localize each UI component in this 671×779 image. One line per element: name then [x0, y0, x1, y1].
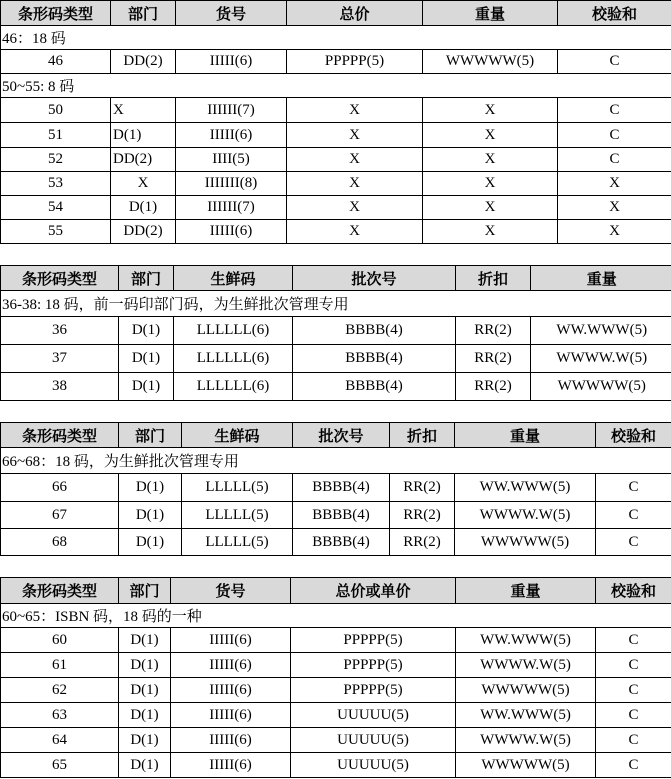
- barcode-table-66-68: [0, 422, 671, 556]
- column-header: 条形码类型: [1, 266, 119, 291]
- table-row: [1, 753, 671, 778]
- table-cell: IIIIIII(8): [176, 172, 287, 196]
- table-cell: X: [423, 123, 558, 148]
- barcode-table-46-50-55: [0, 0, 671, 244]
- table-cell: IIIII(6): [171, 728, 291, 753]
- table-cell: X: [558, 220, 671, 244]
- table-cell: C: [558, 123, 671, 148]
- table-cell: LLLLLL(6): [174, 345, 293, 373]
- table-row: [1, 196, 671, 220]
- table-cell: LLLLL(5): [182, 502, 293, 529]
- table-cell: X: [111, 98, 176, 123]
- column-header: 生鲜码: [182, 423, 293, 448]
- header-row: [1, 423, 671, 448]
- table-cell: RR(2): [390, 474, 455, 502]
- table-cell: IIIII(6): [171, 703, 291, 728]
- column-header: 重量: [456, 578, 596, 604]
- table-row: [1, 529, 671, 556]
- table-cell: C: [558, 148, 671, 172]
- table-cell: D(1): [119, 703, 171, 728]
- section-title: 66~68：18 码，为生鲜批次管理专用: [1, 448, 671, 474]
- column-header: 货号: [176, 1, 287, 26]
- table-cell: D(1): [119, 678, 171, 703]
- table-cell: IIIII(6): [171, 753, 291, 778]
- section-row: [1, 26, 671, 50]
- table-row: [1, 123, 671, 148]
- table-cell: X: [423, 220, 558, 244]
- table-cell: C: [596, 678, 671, 703]
- table-cell: X: [111, 172, 176, 196]
- barcode-table-60-65: [0, 577, 671, 778]
- table-cell: D(1): [119, 753, 171, 778]
- table-cell: WWWWW(5): [531, 373, 671, 401]
- table-cell: X: [558, 196, 671, 220]
- table-cell: C: [596, 474, 671, 502]
- table-cell: X: [423, 148, 558, 172]
- table-cell: LLLLL(5): [182, 529, 293, 556]
- column-header: 折扣: [390, 423, 455, 448]
- table-cell: WW.WWW(5): [456, 703, 596, 728]
- column-header: 校验和: [558, 1, 671, 26]
- table-cell: BBBB(4): [293, 373, 456, 401]
- table-cell: X: [287, 196, 423, 220]
- header-row: [1, 266, 671, 291]
- table-cell: BBBB(4): [293, 345, 456, 373]
- table-cell: D(1): [111, 123, 176, 148]
- section-row: [1, 604, 671, 628]
- table-cell: IIIII(6): [171, 653, 291, 678]
- column-header: 货号: [171, 578, 291, 604]
- table-cell: 61: [1, 653, 119, 678]
- table-cell: X: [287, 98, 423, 123]
- table-cell: BBBB(4): [293, 502, 390, 529]
- table-cell: C: [596, 753, 671, 778]
- table-row: [1, 628, 671, 653]
- table-row: [1, 148, 671, 172]
- column-header: 条形码类型: [1, 578, 119, 604]
- table-cell: 50: [1, 98, 111, 123]
- table-cell: IIIII(6): [176, 123, 287, 148]
- column-header: 条形码类型: [1, 1, 111, 26]
- table-row: [1, 172, 671, 196]
- table-cell: IIIII(6): [171, 678, 291, 703]
- table-cell: 55: [1, 220, 111, 244]
- table-cell: D(1): [119, 317, 174, 345]
- table-cell: 67: [1, 502, 119, 529]
- table-cell: C: [558, 98, 671, 123]
- table-cell: 53: [1, 172, 111, 196]
- table-cell: WWWW.W(5): [531, 345, 671, 373]
- table-cell: X: [287, 123, 423, 148]
- table-cell: DD(2): [111, 220, 176, 244]
- column-header: 重量: [423, 1, 558, 26]
- table-cell: C: [596, 703, 671, 728]
- table-cell: C: [596, 628, 671, 653]
- table-cell: BBBB(4): [293, 529, 390, 556]
- column-header: 总价: [287, 1, 423, 26]
- table-cell: D(1): [119, 502, 182, 529]
- table-row: [1, 373, 671, 401]
- barcode-table-36-38: [0, 265, 671, 401]
- table-cell: X: [423, 98, 558, 123]
- column-header: 折扣: [456, 266, 531, 291]
- section-row: [1, 448, 671, 474]
- section-title: 60~65：ISBN 码，18 码的一种: [1, 604, 671, 628]
- table-cell: IIIII(6): [171, 628, 291, 653]
- table-row: [1, 502, 671, 529]
- table-row: [1, 474, 671, 502]
- section-row: [1, 291, 671, 317]
- column-header: 部门: [111, 1, 176, 26]
- table-cell: PPPPP(5): [291, 653, 456, 678]
- table-cell: WWWW.W(5): [455, 502, 596, 529]
- table-cell: X: [287, 148, 423, 172]
- table-cell: DD(2): [111, 50, 176, 74]
- table-cell: X: [287, 172, 423, 196]
- table-cell: WWWW.W(5): [456, 653, 596, 678]
- table-cell: D(1): [119, 345, 174, 373]
- table-cell: 60: [1, 628, 119, 653]
- table-cell: X: [423, 196, 558, 220]
- table-cell: X: [423, 172, 558, 196]
- table-cell: UUUUU(5): [291, 753, 456, 778]
- column-header: 校验和: [596, 578, 671, 604]
- column-header: 批次号: [293, 266, 456, 291]
- table-row: [1, 220, 671, 244]
- table-cell: UUUUU(5): [291, 703, 456, 728]
- table-cell: WW.WWW(5): [531, 317, 671, 345]
- column-header: 生鲜码: [174, 266, 293, 291]
- table-cell: IIII(5): [176, 148, 287, 172]
- table-cell: C: [596, 728, 671, 753]
- table-cell: 65: [1, 753, 119, 778]
- table-cell: PPPPP(5): [291, 628, 456, 653]
- table-cell: C: [596, 653, 671, 678]
- table-cell: RR(2): [456, 317, 531, 345]
- table-cell: 36: [1, 317, 119, 345]
- table-cell: WWWW.W(5): [456, 728, 596, 753]
- column-header: 批次号: [293, 423, 390, 448]
- table-cell: C: [596, 529, 671, 556]
- table-cell: IIIII(6): [176, 220, 287, 244]
- column-header: 重量: [531, 266, 671, 291]
- table-cell: 37: [1, 345, 119, 373]
- table-cell: IIIII(6): [176, 50, 287, 74]
- table-cell: 38: [1, 373, 119, 401]
- table-cell: WWWWW(5): [455, 529, 596, 556]
- table-cell: 52: [1, 148, 111, 172]
- table-cell: WW.WWW(5): [455, 474, 596, 502]
- table-row: [1, 678, 671, 703]
- table-cell: PPPPP(5): [291, 678, 456, 703]
- column-header: 总价或单价: [291, 578, 456, 604]
- column-header: 部门: [119, 578, 171, 604]
- table-row: [1, 317, 671, 345]
- table-cell: WWWWW(5): [456, 753, 596, 778]
- table-cell: PPPPP(5): [287, 50, 423, 74]
- table-cell: WWWWW(5): [423, 50, 558, 74]
- table-cell: 63: [1, 703, 119, 728]
- table-cell: X: [287, 220, 423, 244]
- table-cell: RR(2): [390, 529, 455, 556]
- table-cell: 46: [1, 50, 111, 74]
- table-cell: X: [558, 172, 671, 196]
- column-header: 部门: [119, 423, 182, 448]
- column-header: 条形码类型: [1, 423, 119, 448]
- column-header: 重量: [455, 423, 596, 448]
- table-cell: D(1): [119, 474, 182, 502]
- table-cell: 66: [1, 474, 119, 502]
- table-row: [1, 98, 671, 123]
- table-cell: D(1): [119, 628, 171, 653]
- table-cell: 51: [1, 123, 111, 148]
- header-row: [1, 1, 671, 26]
- table-cell: D(1): [119, 373, 174, 401]
- table-row: [1, 345, 671, 373]
- table-cell: D(1): [119, 653, 171, 678]
- table-row: [1, 728, 671, 753]
- table-cell: IIIIII(7): [176, 98, 287, 123]
- table-cell: LLLLLL(6): [174, 373, 293, 401]
- table-cell: RR(2): [456, 345, 531, 373]
- table-cell: C: [558, 50, 671, 74]
- table-cell: D(1): [119, 529, 182, 556]
- table-cell: WW.WWW(5): [456, 628, 596, 653]
- column-header: 校验和: [596, 423, 671, 448]
- column-header: 部门: [119, 266, 174, 291]
- table-cell: DD(2): [111, 148, 176, 172]
- header-row: [1, 578, 671, 604]
- table-cell: UUUUU(5): [291, 728, 456, 753]
- table-cell: RR(2): [456, 373, 531, 401]
- table-cell: D(1): [119, 728, 171, 753]
- table-cell: RR(2): [390, 502, 455, 529]
- section-title: 50~55: 8 码: [1, 74, 671, 98]
- table-row: [1, 50, 671, 74]
- table-cell: LLLLL(5): [182, 474, 293, 502]
- table-row: [1, 703, 671, 728]
- table-cell: 62: [1, 678, 119, 703]
- table-cell: 64: [1, 728, 119, 753]
- table-cell: BBBB(4): [293, 474, 390, 502]
- table-cell: WWWWW(5): [456, 678, 596, 703]
- table-cell: C: [596, 502, 671, 529]
- section-row: [1, 74, 671, 98]
- table-cell: 68: [1, 529, 119, 556]
- section-title: 46：18 码: [1, 26, 671, 50]
- table-cell: BBBB(4): [293, 317, 456, 345]
- table-cell: LLLLLL(6): [174, 317, 293, 345]
- table-cell: D(1): [111, 196, 176, 220]
- table-cell: IIIIII(7): [176, 196, 287, 220]
- table-cell: 54: [1, 196, 111, 220]
- table-row: [1, 653, 671, 678]
- section-title: 36-38: 18 码，前一码印部门码，为生鲜批次管理专用: [1, 291, 671, 317]
